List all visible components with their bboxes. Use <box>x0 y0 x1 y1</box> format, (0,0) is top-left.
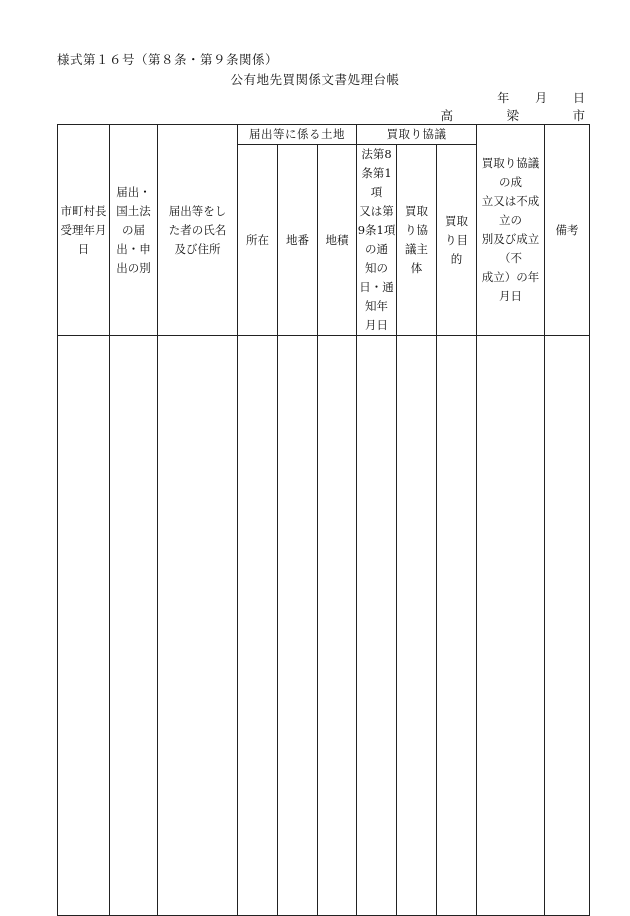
col-remarks: 備考 <box>545 125 590 336</box>
col-applicant: 届出等をし た者の氏名 及び住所 <box>158 125 238 336</box>
col-negotiating-entity: 買取 り協 議主 体 <box>397 145 437 336</box>
col-result: 買取り協議の成 立又は不成立の 別及び成立（不 成立）の年月日 <box>477 125 545 336</box>
city-char-1: 高 <box>440 108 454 123</box>
cell-purchase-purpose[interactable] <box>437 336 477 916</box>
cell-notice-date[interactable] <box>357 336 397 916</box>
group-land: 届出等に係る土地 <box>238 125 357 145</box>
cell-notification-type[interactable] <box>110 336 158 916</box>
city-name <box>391 106 585 124</box>
col-location: 所在 <box>238 145 278 336</box>
year-label: 年 <box>497 91 510 105</box>
form-title: 公有地先買関係文書処理台帳 <box>230 72 400 87</box>
cell-remarks[interactable] <box>545 336 590 916</box>
col-notification-type: 届出・ 国土法 の届 出・申 出の別 <box>110 125 158 336</box>
ledger-body-row <box>58 336 590 916</box>
cell-reception-date[interactable] <box>58 336 110 916</box>
header-row-1 <box>58 125 590 145</box>
cell-negotiating-entity[interactable] <box>397 336 437 916</box>
city-char-2: 梁 <box>506 108 520 123</box>
form-number: 様式第１６号（第８条・第９条関係） <box>57 52 279 67</box>
col-area: 地積 <box>318 145 357 336</box>
ledger-table <box>57 124 590 916</box>
group-purchase: 買取り協議 <box>357 125 477 145</box>
col-lot-number: 地番 <box>278 145 318 336</box>
city-char-3: 市 <box>572 108 585 123</box>
cell-location[interactable] <box>238 336 278 916</box>
cell-area[interactable] <box>318 336 357 916</box>
cell-applicant[interactable] <box>158 336 238 916</box>
date-line <box>475 89 585 106</box>
col-notice-date: 法第8条第1項 又は第9条1項の通 知の日・通知年 月日 <box>357 145 397 336</box>
cell-result[interactable] <box>477 336 545 916</box>
col-purchase-purpose: 買取 り目 的 <box>437 145 477 336</box>
day-label: 日 <box>572 91 585 105</box>
col-reception-date: 市町村長 受理年月 日 <box>58 125 110 336</box>
cell-lot-number[interactable] <box>278 336 318 916</box>
month-label: 月 <box>535 91 548 105</box>
